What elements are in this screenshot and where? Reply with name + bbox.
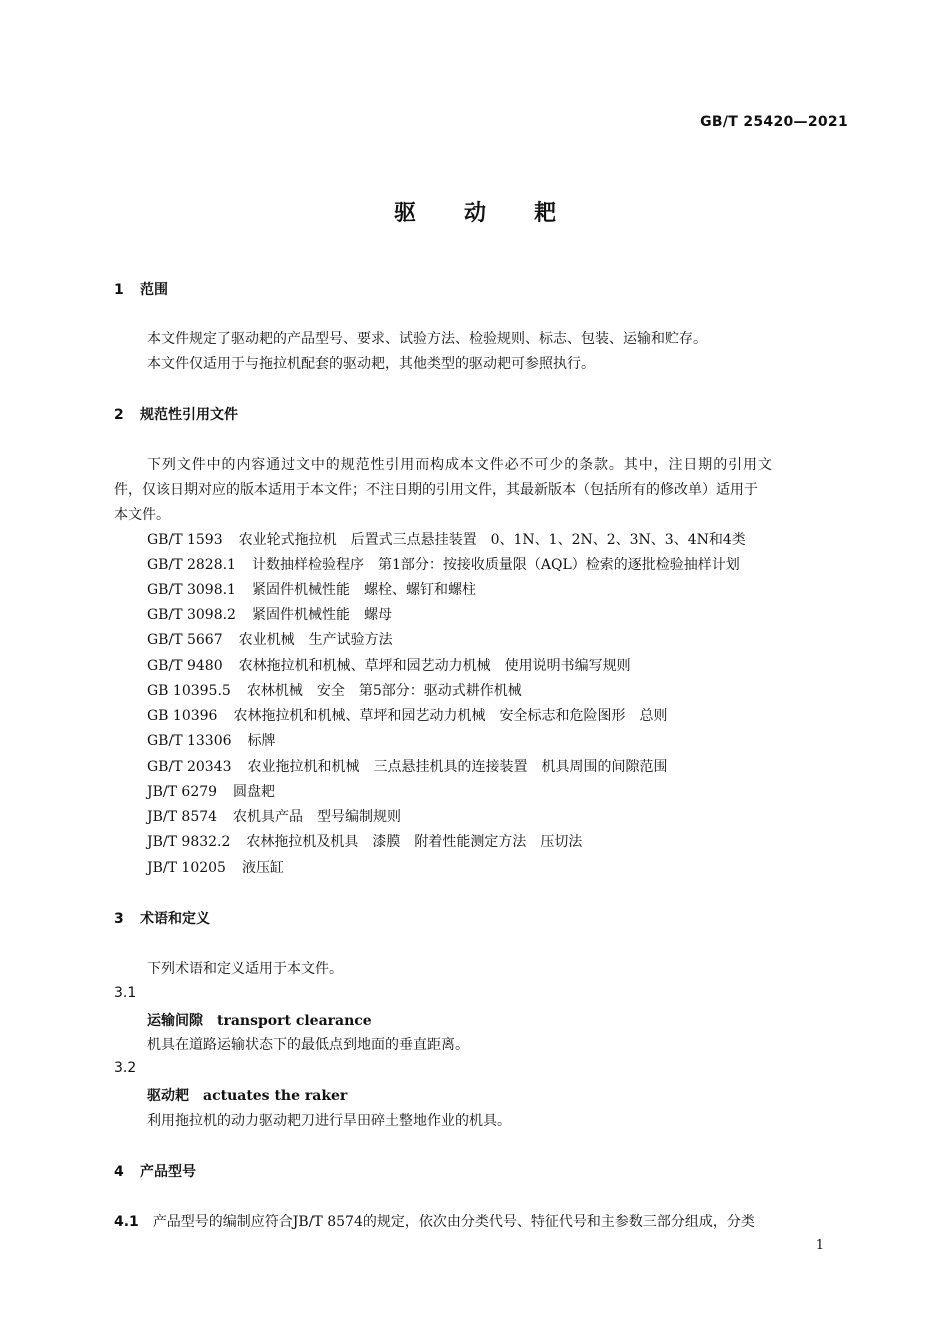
reference-item	[147, 655, 631, 675]
section-number: 1	[114, 282, 124, 298]
reference-item	[147, 857, 284, 877]
term-en: actuates the raker	[203, 1088, 348, 1104]
reference-item	[147, 831, 582, 851]
reference-title: 农业轮式拖拉机 后置式三点悬挂装置 0、1N、1、2N、2、3N、3、4N和4类	[238, 532, 746, 548]
reference-title: 标牌	[247, 733, 276, 749]
reference-code: GB/T 13306	[147, 733, 232, 749]
reference-item	[147, 529, 746, 549]
reference-title: 紧固件机械性能 螺栓、螺钉和螺柱	[251, 582, 476, 598]
section-number: 3	[114, 911, 124, 927]
term-heading	[147, 1010, 372, 1030]
reference-item	[147, 680, 522, 700]
reference-item	[147, 579, 476, 599]
reference-code: JB/T 6279	[147, 784, 218, 800]
paragraph: 下列术语和定义适用于本文件。	[147, 961, 343, 977]
term-heading	[147, 1085, 347, 1105]
section-1-heading	[114, 279, 168, 299]
paragraph-line: 件，仅该日期对应的版本适用于本文件；不注日期的引用文件，其最新版本（包括所有的修改单）适用于	[114, 482, 758, 498]
reference-code: GB/T 3098.1	[147, 582, 236, 598]
reference-code: GB/T 1593	[147, 532, 223, 548]
paragraph-line: 本文件。	[114, 507, 170, 523]
term-definition: 机具在道路运输状态下的最低点到地面的垂直距离。	[147, 1037, 469, 1053]
reference-code: GB/T 5667	[147, 632, 223, 648]
clause-text: 产品型号的编制应符合JB/T 8574的规定，依次由分类代号、特征代号和主参数三部分组成，分类	[152, 1214, 755, 1230]
term-definition: 利用拖拉机的动力驱动耙刀进行旱田碎土整地作业的机具。	[147, 1113, 511, 1129]
reference-title: 计数抽样检验程序 第1部分：按接收质量限（AQL）检索的逐批检验抽样计划	[251, 557, 740, 573]
term-number: 3.2	[114, 1060, 137, 1076]
reference-title: 农林拖拉机和机械、草坪和园艺动力机械 使用说明书编写规则	[238, 658, 631, 674]
term-en: transport clearance	[217, 1013, 372, 1029]
document-title: 驱动耙	[393, 201, 604, 226]
clause-4-1	[114, 1211, 755, 1231]
term-zh: 运输间隙	[147, 1013, 203, 1029]
reference-code: JB/T 8574	[147, 809, 218, 825]
reference-item	[147, 806, 401, 826]
reference-title: 农业拖拉机和机械 三点悬挂机具的连接装置 机具周围的间隙范围	[247, 759, 668, 775]
section-3-heading	[114, 908, 210, 928]
reference-code: GB/T 20343	[147, 759, 232, 775]
section-title: 术语和定义	[140, 911, 210, 927]
reference-title: 圆盘耙	[233, 784, 276, 800]
reference-code: JB/T 10205	[147, 860, 226, 876]
paragraph-line: 下列文件中的内容通过文中的规范性引用而构成本文件必不可少的条款。其中，注日期的引用文	[147, 457, 773, 473]
reference-title: 农机具产品 型号编制规则	[233, 809, 402, 825]
reference-title: 农林拖拉机及机具 漆膜 附着性能测定方法 压切法	[246, 834, 583, 850]
reference-title: 紧固件机械性能 螺母	[251, 607, 392, 623]
standard-code: GB/T 25420—2021	[700, 114, 848, 130]
reference-code: GB/T 2828.1	[147, 557, 236, 573]
reference-code: GB 10395.5	[147, 683, 231, 699]
section-number: 4	[114, 1164, 124, 1180]
reference-item	[147, 781, 275, 801]
section-title: 产品型号	[140, 1164, 196, 1180]
section-number: 2	[114, 407, 124, 423]
page-number: 1	[815, 1238, 824, 1253]
reference-item	[147, 730, 276, 750]
section-4-heading	[114, 1161, 196, 1181]
reference-code: GB 10396	[147, 708, 218, 724]
reference-code: GB/T 9480	[147, 658, 223, 674]
reference-item	[147, 629, 393, 649]
section-title: 规范性引用文件	[140, 407, 238, 423]
reference-title: 农林机械 安全 第5部分：驱动式耕作机械	[246, 683, 522, 699]
reference-title: 农业机械 生产试验方法	[238, 632, 393, 648]
term-zh: 驱动耙	[147, 1088, 189, 1104]
reference-item	[147, 604, 392, 624]
reference-item	[147, 554, 740, 574]
clause-number: 4.1	[114, 1214, 139, 1230]
reference-item	[147, 756, 668, 776]
reference-title: 农林拖拉机和机械、草坪和园艺动力机械 安全标志和危险图形 总则	[233, 708, 668, 724]
section-title: 范围	[140, 282, 168, 298]
term-number: 3.1	[114, 985, 137, 1001]
reference-code: GB/T 3098.2	[147, 607, 236, 623]
reference-item	[147, 705, 667, 725]
section-2-heading	[114, 404, 238, 424]
reference-title: 液压缸	[241, 860, 284, 876]
paragraph: 本文件仅适用于与拖拉机配套的驱动耙，其他类型的驱动耙可参照执行。	[147, 356, 595, 372]
reference-code: JB/T 9832.2	[147, 834, 231, 850]
paragraph: 本文件规定了驱动耙的产品型号、要求、试验方法、检验规则、标志、包装、运输和贮存。	[147, 331, 707, 347]
